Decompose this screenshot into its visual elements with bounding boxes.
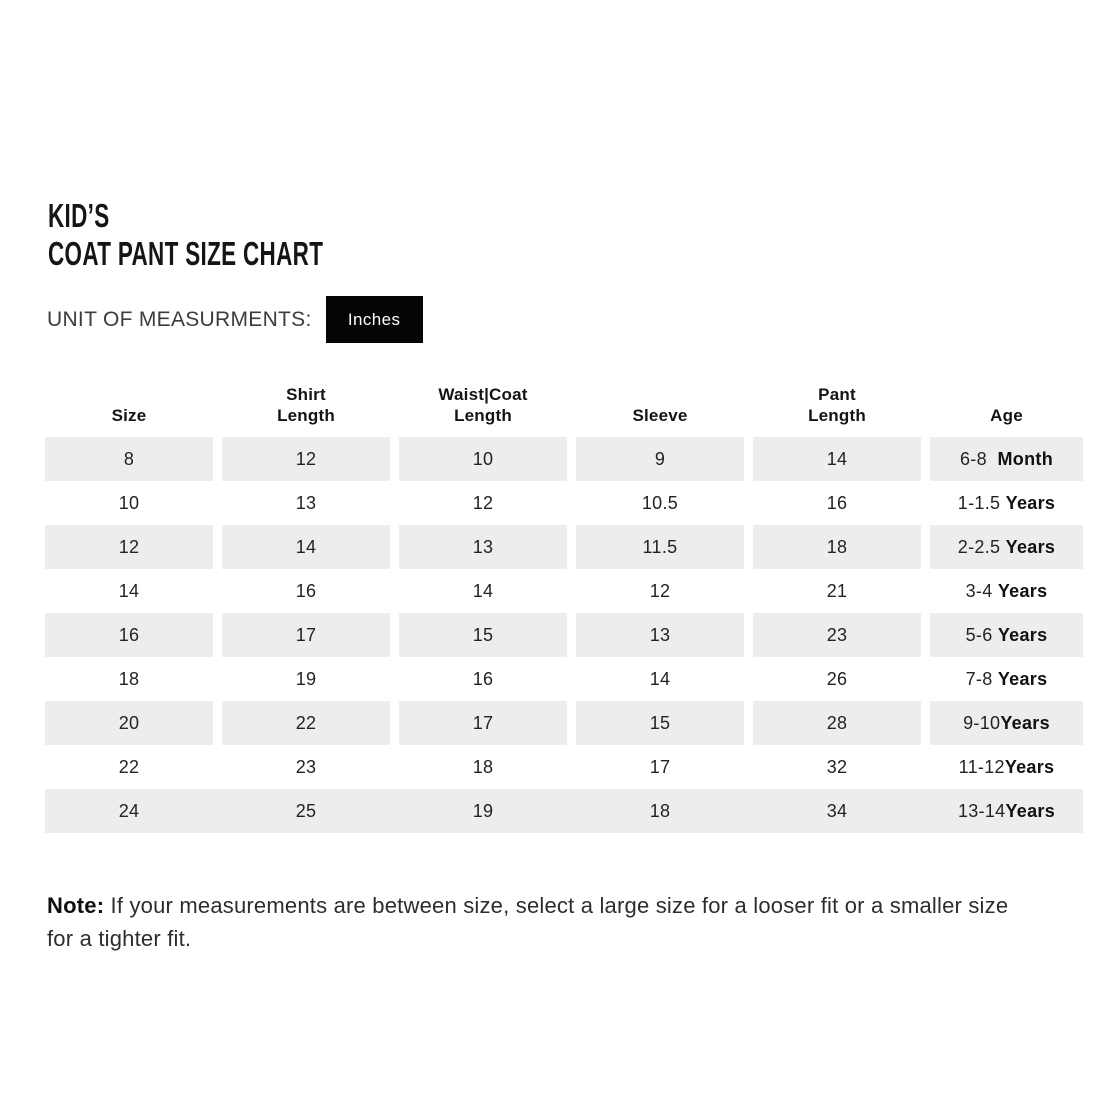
column-header-waistcoat_length: Waist|Coat Length: [438, 385, 528, 425]
cell-waistcoat_length: 14: [472, 580, 494, 601]
cell-age: [930, 437, 1083, 481]
page-title-line-2: COAT PANT SIZE CHART: [48, 235, 324, 272]
age-range: 9-10: [963, 712, 1001, 733]
cell-waistcoat_length: 19: [472, 800, 494, 821]
table-body: [45, 437, 1083, 833]
cell-size: 16: [45, 613, 213, 657]
column-header-size: Size: [111, 406, 147, 425]
cell-shirt_length: 16: [295, 580, 317, 601]
age-unit: Years: [1005, 800, 1056, 821]
size-chart-table: [45, 374, 1083, 833]
cell-sleeve: 12: [649, 580, 671, 601]
note-text: If your measurements are between size, select a large size for a looser fit or a smaller size for a tighter fit.: [47, 893, 1009, 951]
cell-waistcoat_length: 12: [472, 492, 494, 513]
cell-pant_length: 14: [753, 437, 921, 481]
page-title-line-1: KID’S: [48, 197, 110, 234]
cell-age: [930, 701, 1083, 745]
age-range: 6-8: [959, 448, 987, 469]
cell-waistcoat_length: 10: [399, 437, 567, 481]
cell-sleeve: 10.5: [641, 492, 679, 513]
cell-sleeve: 13: [576, 613, 744, 657]
cell-sleeve: 14: [649, 668, 671, 689]
cell-size: 10: [118, 492, 140, 513]
table-row: [45, 745, 1083, 789]
unit-of-measurement-row: [47, 296, 423, 343]
cell-sleeve: 15: [576, 701, 744, 745]
age-range: 5-6: [965, 624, 993, 645]
age-unit: Month: [997, 448, 1053, 469]
cell-shirt_length: 12: [222, 437, 390, 481]
cell-waistcoat_length: 18: [472, 756, 494, 777]
cell-size: 24: [118, 800, 140, 821]
age-unit: Years: [1000, 712, 1050, 733]
age-unit: Years: [1005, 536, 1056, 557]
cell-sleeve: 18: [649, 800, 671, 821]
cell-age: [930, 481, 1083, 525]
age-unit: Years: [1004, 756, 1055, 777]
column-header-shirt_length: Shirt Length: [277, 385, 335, 425]
cell-size: 14: [118, 580, 140, 601]
cell-size: 20: [45, 701, 213, 745]
cell-size: 12: [45, 525, 213, 569]
cell-shirt_length: 17: [222, 613, 390, 657]
cell-shirt_length: 14: [222, 525, 390, 569]
cell-age: [930, 657, 1083, 701]
cell-shirt_length: 22: [222, 701, 390, 745]
cell-pant_length: 34: [826, 800, 848, 821]
table-row: [45, 525, 1083, 569]
cell-waistcoat_length: 15: [399, 613, 567, 657]
cell-shirt_length: 25: [295, 800, 317, 821]
column-header-age: Age: [990, 406, 1023, 425]
table-row: [45, 437, 1083, 481]
cell-shirt_length: 13: [295, 492, 317, 513]
column-header-sleeve: Sleeve: [632, 406, 688, 425]
cell-size: 18: [118, 668, 140, 689]
cell-sleeve: 11.5: [576, 525, 744, 569]
cell-waistcoat_length: 16: [472, 668, 494, 689]
note: [47, 889, 1100, 955]
table-row: [45, 569, 1083, 613]
cell-age: [930, 525, 1083, 569]
cell-size: 8: [45, 437, 213, 481]
age-unit: Years: [1005, 492, 1056, 513]
age-range: 11-12: [958, 756, 1005, 777]
cell-age: [930, 613, 1083, 657]
cell-age: [930, 569, 1083, 613]
cell-age: [930, 789, 1083, 833]
cell-waistcoat_length: 17: [399, 701, 567, 745]
age-range: 1-1.5: [957, 492, 1001, 513]
cell-pant_length: 26: [826, 668, 848, 689]
cell-shirt_length: 19: [295, 668, 317, 689]
cell-pant_length: 18: [753, 525, 921, 569]
cell-pant_length: 32: [826, 756, 848, 777]
note-label: Note:: [47, 893, 105, 918]
age-unit: Years: [997, 668, 1048, 689]
cell-sleeve: 9: [576, 437, 744, 481]
age-unit: Years: [997, 580, 1048, 601]
age-range: 3-4: [965, 580, 993, 601]
cell-size: 22: [118, 756, 140, 777]
cell-pant_length: 23: [753, 613, 921, 657]
age-unit: Years: [997, 624, 1048, 645]
unit-inches-button[interactable]: Inches: [326, 296, 423, 343]
table-row: [45, 701, 1083, 745]
cell-age: [930, 745, 1083, 789]
cell-waistcoat_length: 13: [399, 525, 567, 569]
age-range: 13-14: [957, 800, 1006, 821]
age-range: 7-8: [965, 668, 993, 689]
cell-pant_length: 28: [753, 701, 921, 745]
table-row: [45, 481, 1083, 525]
table-row: [45, 789, 1083, 833]
cell-sleeve: 17: [649, 756, 671, 777]
table-row: [45, 657, 1083, 701]
cell-shirt_length: 23: [295, 756, 317, 777]
cell-pant_length: 16: [826, 492, 848, 513]
table-row: [45, 613, 1083, 657]
cell-pant_length: 21: [826, 580, 848, 601]
column-header-pant_length: Pant Length: [808, 385, 866, 425]
page-title: [48, 197, 453, 273]
table-header-row: [45, 374, 1083, 437]
unit-label: UNIT OF MEASURMENTS:: [47, 307, 312, 331]
age-range: 2-2.5: [957, 536, 1001, 557]
